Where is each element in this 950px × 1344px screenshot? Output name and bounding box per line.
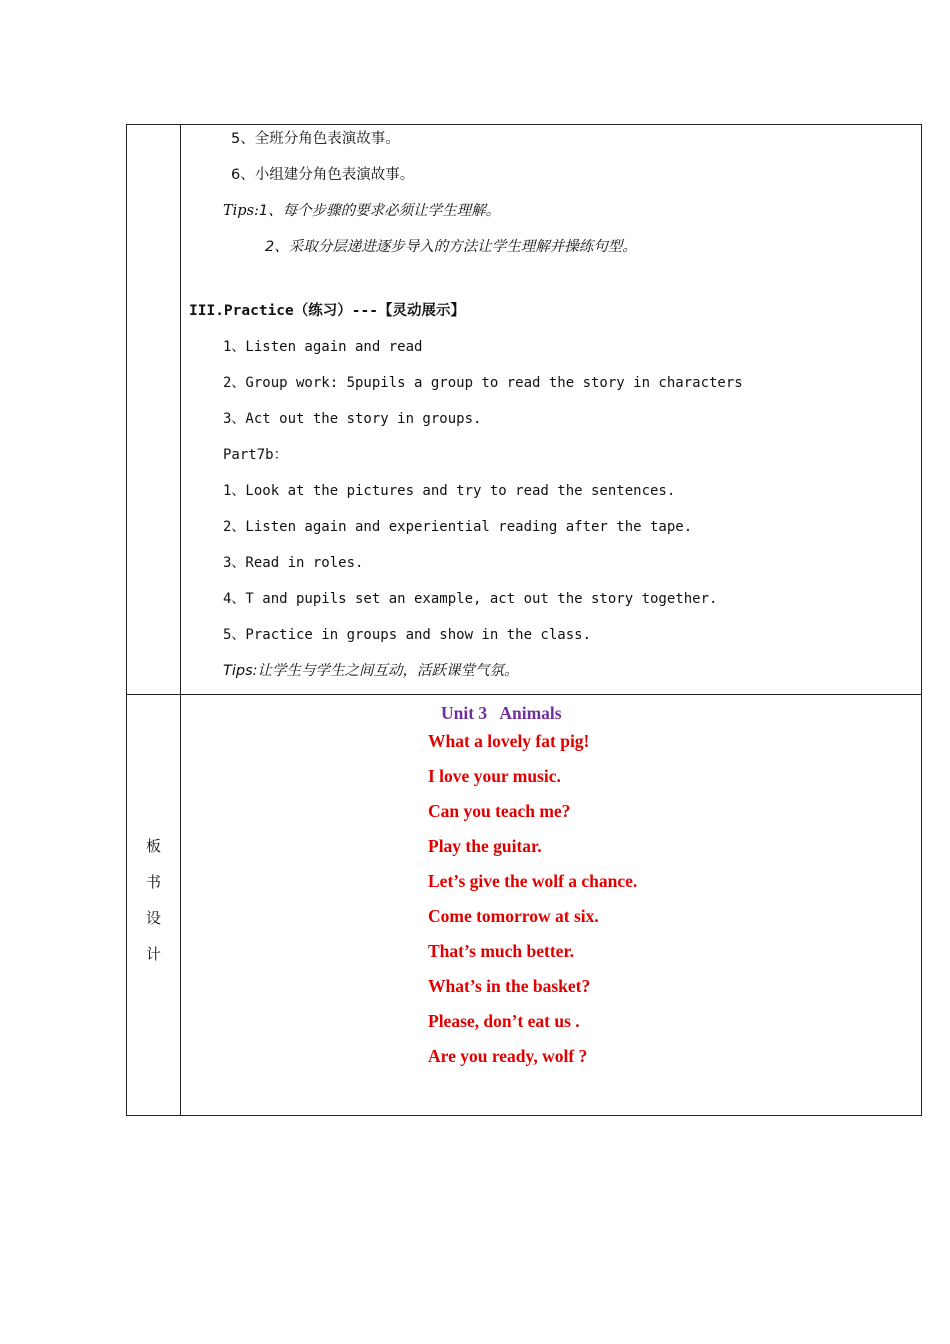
board-label-char-4: 计 <box>145 945 161 963</box>
board-line-4: Play the guitar. <box>428 836 542 856</box>
board-line-9: Please, don’t eat us . <box>428 1011 580 1031</box>
step-5: 5、全班分角色表演故事。 <box>231 131 400 147</box>
practice-item-1: 1、Listen again and read <box>223 339 423 355</box>
tips-prefix: Tips: <box>223 203 259 219</box>
board-line-8: What’s in the basket? <box>428 976 591 996</box>
procedure-row <box>127 125 922 695</box>
board-design-row <box>127 695 922 1116</box>
board-line-7: That’s much better. <box>428 941 574 961</box>
procedure-content-cell <box>181 125 922 695</box>
board-line-3: Can you teach me? <box>428 801 571 821</box>
board-label-char-3: 设 <box>145 909 161 927</box>
part-item-3: 3、Read in roles. <box>223 555 364 571</box>
part-item-1: 1、Look at the pictures and try to read the sentences. <box>223 483 676 499</box>
step-6: 6、小组建分角色表演故事。 <box>231 167 415 183</box>
part-item-2: 2、Listen again and experiential reading after the tape. <box>223 519 693 535</box>
part-item-4: 4、T and pupils set an example, act out the story together. <box>223 591 718 607</box>
board-content-cell <box>181 695 922 1116</box>
practice-item-2: 2、Group work: 5pupils a group to read the story in characters <box>223 375 743 391</box>
board-line-1: What a lovely fat pig! <box>428 731 590 751</box>
board-label-char-1: 板 <box>145 837 161 855</box>
practice-heading: III.Practice（练习）---【灵动展示】 <box>189 303 465 319</box>
board-line-2: I love your music. <box>428 766 561 786</box>
tips-2: Tips:让学生与学生之间互动，活跃课堂气氛。 <box>223 663 519 679</box>
tips-1-line-2: 2、采取分层递进逐步导入的方法让学生理解并操练句型。 <box>265 239 637 255</box>
practice-item-3: 3、Act out the story in groups. <box>223 411 482 427</box>
board-line-5: Let’s give the wolf a chance. <box>428 871 638 891</box>
board-label-char-2: 书 <box>145 873 161 891</box>
tips-1-line-1 <box>223 201 500 221</box>
tips-1-text: 1、每个步骤的要求必须让学生理解。 <box>258 203 501 219</box>
board-line-6: Come tomorrow at six. <box>428 906 599 926</box>
part-item-5: 5、Practice in groups and show in the class. <box>223 627 592 643</box>
board-label-cell <box>127 695 181 1116</box>
board-line-10: Are you ready, wolf ? <box>428 1046 588 1066</box>
procedure-label-cell <box>127 125 181 695</box>
lesson-plan-table <box>126 124 922 1116</box>
part-7b-label: Part7b： <box>223 447 288 463</box>
board-title: Unit 3 Animals <box>441 703 562 723</box>
